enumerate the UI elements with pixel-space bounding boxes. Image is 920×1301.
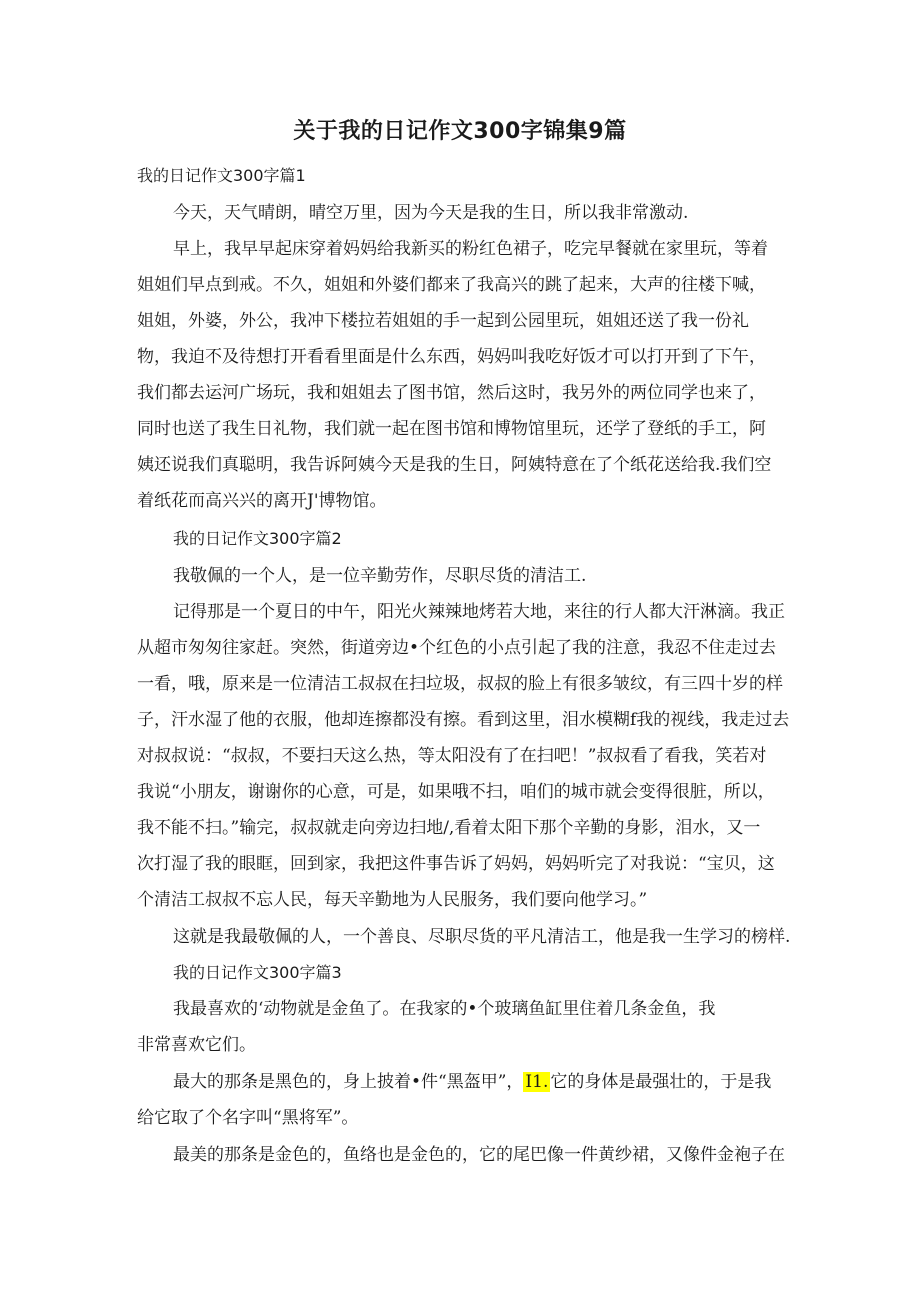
paragraph-line: 姨还说我们真聪明，我告诉阿姨今天是我的生日，阿姨特意在了个纸花送给我.我们空 <box>137 455 772 475</box>
text-run: 最大的那条是黑色的，身上披着•件“黑盔甲”， <box>173 1072 524 1092</box>
paragraph-line: 最美的那条是金色的，鱼络也是金色的，它的尾巴像一件黄纱裙，又像件金袍子在 <box>173 1145 785 1165</box>
document-title: 关于我的日记作文300字锦集9篇 <box>293 119 627 144</box>
paragraph-line: 个清洁工叔叔不忘人民，每天辛勤地为人民服务，我们要向他学习。” <box>137 890 648 910</box>
paragraph-line: 姐姐，外婆，外公，我冲下楼拉若姐姐的手一起到公园里玩，姐姐还送了我一份礼 <box>137 311 749 331</box>
paragraph-line: 同时也送了我生日礼物，我们就一起在图书馆和博物馆里玩，还学了登纸的手工，阿 <box>137 419 766 439</box>
paragraph-line: 一看，哦，原来是一位清洁工叔叔在扫垃圾，叔叔的脸上有很多皱纹，有三四十岁的样 <box>137 674 783 694</box>
highlighted-text: I1. <box>525 1072 549 1092</box>
paragraph-line: 今天，天气晴朗，晴空万里，因为今天是我的生日，所以我非常激动. <box>173 203 689 223</box>
paragraph-line: 早上，我早早起床穿着妈妈给我新买的粉红色裙子，吃完早餐就在家里玩，等着 <box>173 239 768 259</box>
paragraph-line: 我说“小朋友，谢谢你的心意，可是，如果哦不扫，咱们的城市就会变得很脏，所以， <box>137 782 775 802</box>
paragraph-line <box>173 1071 771 1093</box>
paragraph-line: 记得那是一个夏日的中午，阳光火辣辣地烤若大地，来往的行人都大汗淋滴。我正 <box>173 602 785 622</box>
section-heading-3: 我的日记作文300字篇3 <box>173 963 342 982</box>
paragraph-line: 非常喜欢它们。 <box>137 1035 256 1055</box>
paragraph-line: 次打湿了我的眼眶，回到家，我把这件事告诉了妈妈，妈妈听完了对我说：“宝贝，这 <box>137 854 775 874</box>
paragraph-line: 对叔叔说：“叔叔，不要扫天这么热，等太阳没有了在扫吧！”叔叔看了看我，笑若对 <box>137 746 767 766</box>
paragraph-line: 我不能不扫。”输完，叔叔就走向旁边扫地/,看着太阳下那个辛勤的身影，泪水，又一 <box>137 818 761 838</box>
text-run: 它的身体是最强壮的，于是我 <box>550 1072 772 1092</box>
paragraph-line: 着纸花而高兴兴的离开J'博物馆。 <box>137 491 387 511</box>
paragraph-line: 我最喜欢的‘动物就是金鱼了。在我家的•个玻璃鱼缸里住着几条金鱼，我 <box>173 999 716 1019</box>
paragraph-line: 我们都去运河广场玩，我和姐姐去了图书馆，然后这时，我另外的两位同学也来了， <box>137 383 766 403</box>
paragraph-line: 姐姐们早点到戒。不久，姐姐和外婆们都来了我高兴的跳了起来，大声的往楼下喊， <box>137 275 766 295</box>
paragraph-line: 我敬佩的一个人，是一位辛勤劳作，尽职尽货的清洁工. <box>173 566 587 586</box>
paragraph-line: 给它取了个名字叫“黑将军”。 <box>137 1108 359 1128</box>
section-heading-1: 我的日记作文300字篇1 <box>137 166 306 185</box>
paragraph-line: 物，我迫不及待想打开看看里面是什么东西，妈妈叫我吃好饭才可以打开到了下午， <box>137 347 766 367</box>
paragraph-line: 子，汗水湿了他的衣服，他却连擦都没有擦。看到这里，泪水模糊f我的视线，我走过去 <box>137 710 790 730</box>
paragraph-line: 这就是我最敬佩的人，一个善良、尽职尽货的平凡清洁工，他是我一生学习的榜样. <box>173 927 791 947</box>
paragraph-line: 从超市匆匆往家赶。突然，街道旁边•个红色的小点引起了我的注意，我忍不住走过去 <box>137 638 777 658</box>
section-heading-2: 我的日记作文300字篇2 <box>173 529 342 548</box>
